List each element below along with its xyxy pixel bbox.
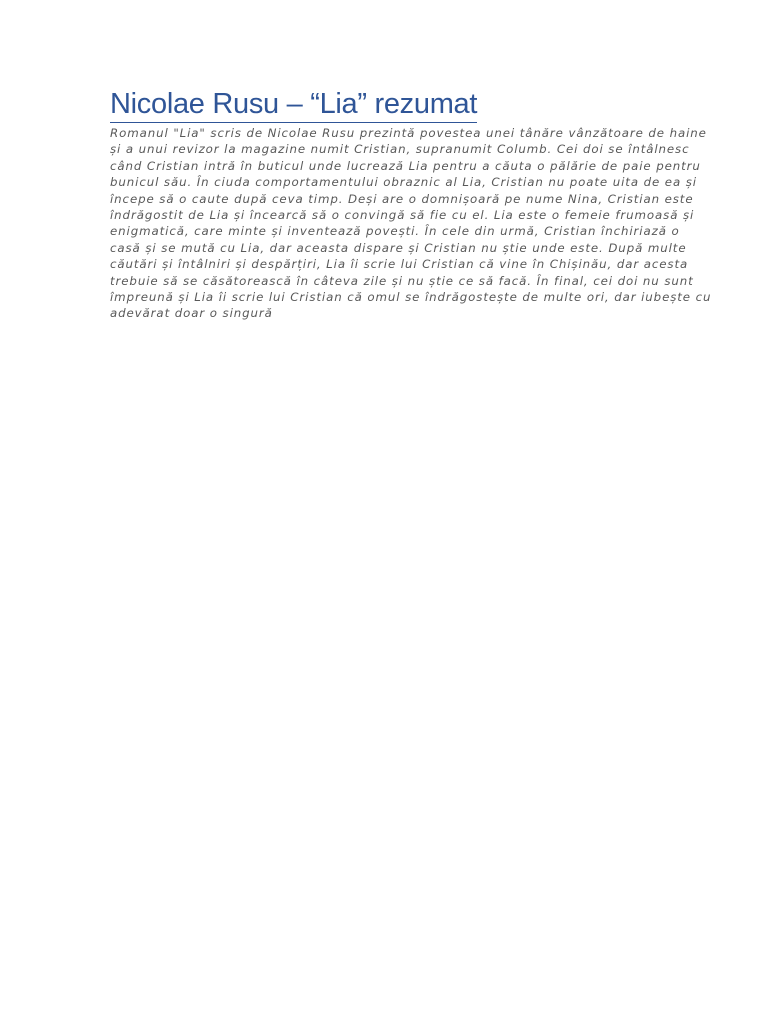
summary-paragraph: Romanul "Lia" scris de Nicolae Rusu prezintă povestea unei tânăre vânzătoare de haine și a unui revizor la magazine numit Cristian, supranumit Columb. Cei doi se întâlnesc când Cristian intră în buticul unde lucrează Lia pentru a căuta o pălărie de paie pentru bunicul său. În ciuda comportamentului obraznic al Lia, Cristian nu poate uita de ea și începe să o caute după ceva timp. Deși are o domnișoară pe nume Nina, Cristian este îndrăgostit de Lia și încearcă să o convingă să fie cu el. Lia este o femeie frumoasă și enigmatică, care minte și inventează povești. În cele din urmă, Cristian închiriază o casă și se mută cu Lia, dar aceasta dispare și Cristian nu știe unde este. După multe căutări și întâlniri și despărțiri, Lia îi scrie lui Cristian că vine în Chișinău, dar acesta trebuie să se căsătorească în câteva zile și nu știe ce să facă. În final, cei doi nu sunt împreună și Lia îi scrie lui Cristian că omul se îndrăgostește de multe ori, dar iubește cu adevărat doar o singură	[110, 126, 712, 321]
document-content	[110, 86, 712, 322]
page-title: Nicolae Rusu – “Lia” rezumat	[110, 86, 477, 123]
